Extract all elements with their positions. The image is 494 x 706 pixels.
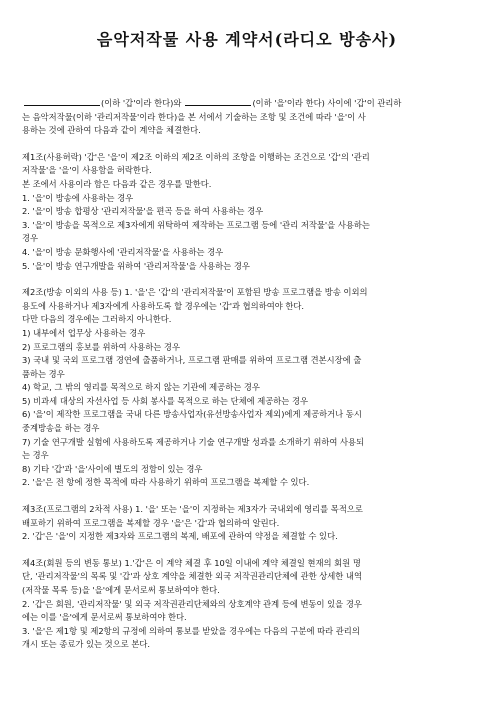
article-line: 2. '을'은 전 항에 정한 목적에 따라 사용하기 위하여 프로그램을 복제할 수 있다. (22, 477, 310, 488)
article-line: 5) 비과세 대상의 자선사업 등 사회 봉사를 목적으로 하는 단체에 제공하는 경우 (22, 395, 308, 406)
article-line: 1) 내부에서 업무상 사용하는 경우 (22, 327, 146, 338)
article-line: 6) '을'이 제작한 프로그램을 국내 다른 방송사업자(유선방송사업자 제외)에게 제공하거나 동시 (22, 409, 362, 420)
article-line: 배포하기 위하여 프로그램을 복제할 경우 '을'은 '갑'과 협의하여 알린다. (22, 517, 280, 528)
article-line: 1. '을'이 방송에 사용하는 경우 (22, 192, 134, 203)
article-line: 중계방송을 하는 경우 (22, 423, 100, 434)
article-line: (저작물 목록 등)을 '을'에게 문서로써 통보하여야 한다. (22, 585, 220, 595)
article-2 (22, 286, 472, 490)
article-line: 3. '을'이 방송을 목적으로 제3자에게 위탁하여 제작하는 프로그램 등에 '관리 저작물'을 사용하는 (22, 219, 370, 230)
document-title: 음악저작물 사용 계약서(라디오 방송사) (96, 30, 398, 49)
article-line: 저작물'을 '을'이 사용함을 허락한다. (22, 165, 152, 176)
article-line: 2. '을'이 방송 합평상 '관리저작물'을 편곡 등을 하여 사용하는 경우 (22, 206, 264, 217)
contract-articles (22, 138, 472, 652)
intro-text-2: (이하 '을'이라 한다) 사이에 '갑'이 관리하 (252, 98, 402, 108)
article-line: 품하는 경우 (22, 368, 65, 379)
article-line: 8) 기타 '갑'과 '을'사이에 별도의 정함이 있는 경우 (22, 463, 203, 474)
article-heading-line: 제4조(회원 등의 변동 통보) 1.'갑'은 이 계약 체결 후 10일 이내에 계약 체결일 현재의 회원 명 (22, 557, 361, 568)
article-line: 2. '갑'은 '을'이 지정한 제3자와 프로그램의 복제, 배포에 관하여 약정을 체결할 수 있다. (22, 531, 338, 542)
intro-line: 는 음악저작물(이하 '관리저작물'이라 한다)을 본 서에서 기술하는 조항 및 조건에 따라 '을'이 사 (22, 111, 366, 122)
article-line: 3) 국내 및 국외 프로그램 경연에 출품하거나, 프로그램 판매를 위하여 프로그램 견본시장에 출 (22, 355, 362, 366)
article-line: 개시 또는 종료가 있는 것으로 본다. (22, 639, 151, 650)
party-a-blank (24, 96, 100, 106)
intro-text-1: (이하 '갑'이라 한다)와 (101, 98, 182, 108)
article-line: 5. '을'이 방송 연구개발을 위하여 '관리저작물'을 사용하는 경우 (22, 260, 250, 271)
article-line: 3. '을'은 제1항 및 제2항의 규정에 의하여 통보를 받았을 경우에는 다음의 구분에 따라 관리의 (22, 625, 360, 636)
article-line: 단, '관리저작물'의 목록 및 '갑'과 상호 계약을 체결한 외국 저작권관리단체에 관한 상세한 내역 (22, 571, 362, 582)
section-spacer (22, 138, 472, 151)
article-line: 4) 학교, 그 밖의 영리를 목적으로 하지 않는 기관에 제공하는 경우 (22, 382, 260, 393)
article-line: 2. '갑'은 회원, '관리저작물' 및 외국 저작권관리단체와의 상호계약 관계 등에 변동이 있을 경우 (22, 598, 362, 609)
article-3 (22, 503, 472, 544)
article-line: 본 조에서 사용이라 함은 다음과 같은 경우를 말한다. (22, 178, 212, 189)
article-line: 2) 프로그램의 홍보를 위하여 사용하는 경우 (22, 341, 180, 352)
article-1 (22, 151, 472, 273)
article-line: 4. '을'이 방송 문화행사에 '관리저작물'을 사용하는 경우 (22, 246, 224, 257)
article-heading-line: 제3조(프로그램의 2차적 사용) 1. '을' 또는 '을'이 지정하는 제3자가 국내외에 영리를 목적으로 (22, 504, 363, 515)
article-heading-line: 제2조(방송 이외의 사용 등) 1. '을'은 '갑'의 '관리저작물'이 포함된 방송 프로그램을 방송 이외의 (22, 287, 368, 298)
section-spacer (22, 273, 472, 286)
article-4 (22, 557, 472, 652)
intro-paragraph (22, 96, 472, 138)
intro-line: 용하는 것에 관하여 다음과 같이 계약을 체결한다. (22, 125, 201, 136)
article-line: 다만 다음의 경우에는 그러하지 아니한다. (22, 314, 172, 325)
intro-first-line (22, 96, 472, 111)
article-line: 에는 이를 '을'에게 문서로써 통보하여야 한다. (22, 612, 187, 623)
section-spacer (22, 490, 472, 503)
article-line: 경우 (22, 233, 39, 244)
article-line: 는 경우 (22, 450, 49, 461)
section-spacer (22, 544, 472, 557)
party-b-blank (185, 96, 251, 106)
article-heading-line: 제1조(사용허락) '갑'은 '을'이 제2조 이하의 제2조 이하의 조항을 이행하는 조건으로 '갑'의 '관리 (22, 151, 370, 162)
article-line: 용도에 사용하거나 제3자에게 사용하도록 할 경우에는 '갑'과 협의하여야 한다. (22, 300, 305, 311)
article-line: 7) 기술 연구개발 실험에 사용하도록 제공하거나 기술 연구개발 성과를 소개하기 위하여 사용되 (22, 436, 365, 447)
